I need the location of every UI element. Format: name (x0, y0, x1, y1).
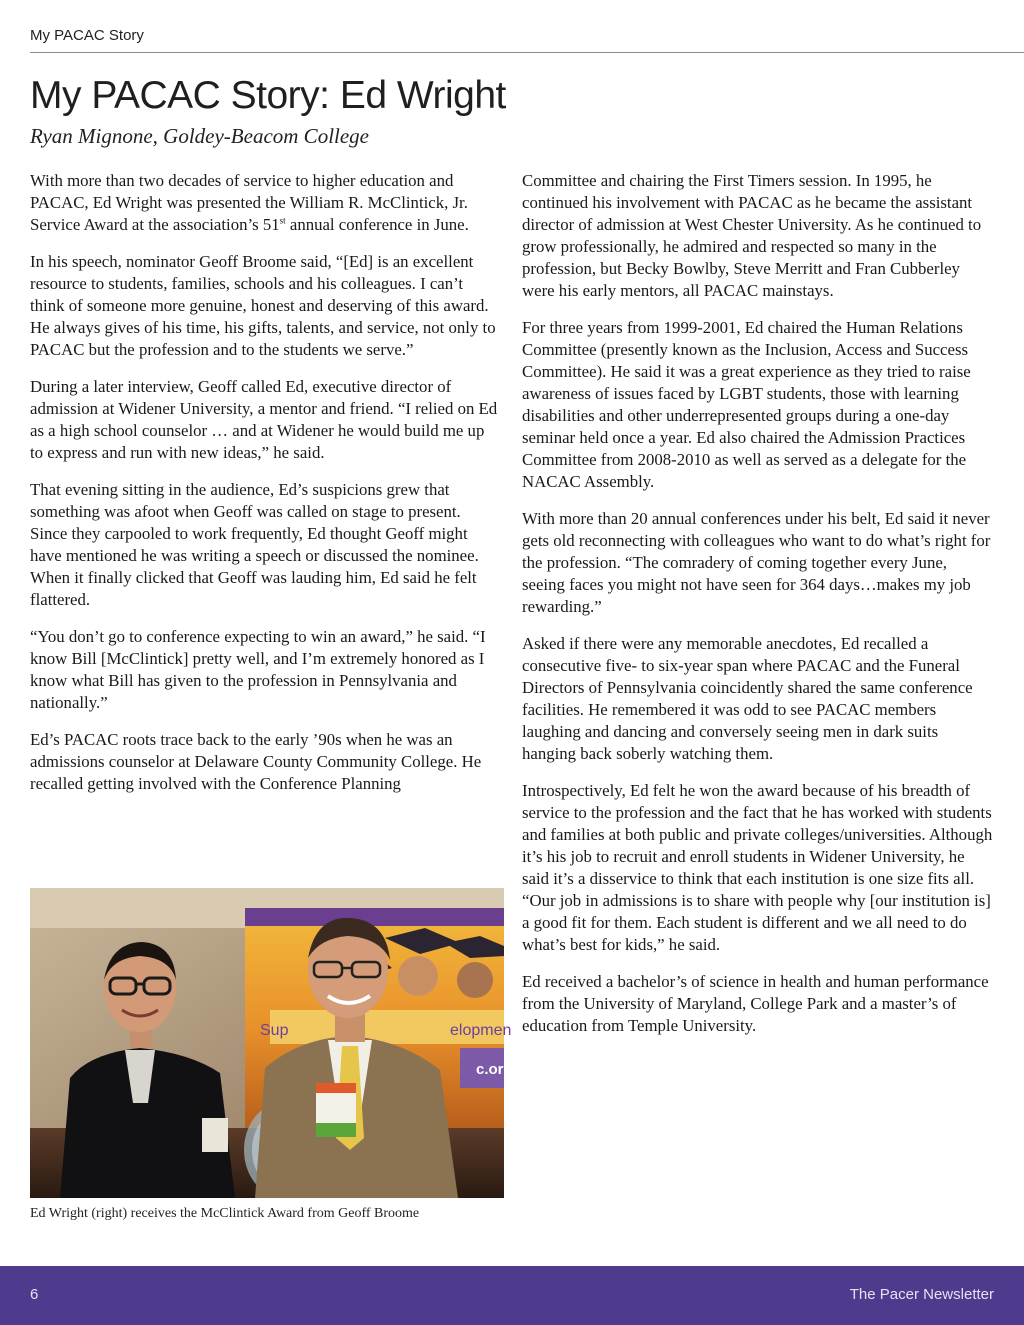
award-photo (30, 888, 512, 1198)
left-column (30, 170, 500, 810)
ordinal-suffix: st (279, 215, 286, 226)
running-header-title: My PACAC Story (30, 27, 144, 44)
photo-caption: Ed Wright (right) receives the McClintick Award from Geoff Broome (30, 1206, 420, 1221)
paragraph: In his speech, nominator Geoff Broome said, “[Ed] is an excellent resource to students, families, schools and his colleagues. I can’t think of someone more genuine, honest and deserving of this award. He always gives of his time, his gifts, talents, and service, not only to PACAC but the profession and to the students we serve.” (30, 252, 496, 359)
banner-text-right: elopmen (450, 1022, 512, 1039)
paragraph: During a later interview, Geoff called Ed, executive director of admission at Widener University, a mentor and friend. “I relied on Ed as a high school counselor … and at Widener he would build me up to express and run with new ideas,” he said. (30, 377, 498, 462)
banner-text-left: Sup (260, 1022, 289, 1039)
article-byline: Ryan Mignone, Goldey-Beacom College (30, 124, 370, 148)
article-title: My PACAC Story: Ed Wright (30, 74, 506, 117)
header-divider (30, 52, 1024, 53)
publication-name: The Pacer Newsletter (849, 1286, 994, 1303)
right-column (522, 170, 994, 1052)
paragraph: With more than 20 annual conferences under his belt, Ed said it never gets old reconnecting with colleagues who want to do what’s right for the profession. “The comradery of coming together every June, seeing faces you might not have seen for 364 days…makes my job rewarding.” (522, 509, 991, 616)
banner-text-lower: c.or (476, 1061, 504, 1078)
paragraph: That evening sitting in the audience, Ed’s suspicions grew that something was afoot when Geoff was called on stage to present. Since they carpooled to work frequently, Ed thought Geoff might have mentioned he was writing a speech or discussed the nominee. When it finally clicked that Geoff was lauding him, Ed said he felt flattered. (30, 480, 479, 609)
page-number: 6 (30, 1286, 39, 1303)
paragraph: Asked if there were any memorable anecdotes, Ed recalled a consecutive five- to six-year span where PACAC and the Funeral Directors of Pennsylvania coincidently shared the same conference facilities. He remembered it was odd to see PACAC members laughing and dancing and conversely seeing men in dark suits hanging back soberly watching them. (522, 634, 973, 763)
paragraph: With more than two decades of service to higher education and PACAC, Ed Wright was presented the William R. McClintick, Jr. Service Award at the association’s 51st annual conference in June. (30, 171, 469, 234)
paragraph: Introspectively, Ed felt he won the award because of his breadth of service to the profession and the fact that he has worked with students and families at both public and private colleges/universities. Although it’s his job to recruit and enroll students in Widener University, he said it’s a disservice to think that each institution is one size fits all. “Our job in admissions is to share with people why [our institution is] a good fit for them. Each student is different and we all need to do what’s best for kids,” he said. (522, 781, 993, 954)
paragraph: “You don’t go to conference expecting to win an award,” he said. “I know Bill [McClintick] pretty well, and I’m extremely honored as I know what Bill has given to the profession in Pennsylvania and nationally.” (30, 627, 486, 712)
page-footer (0, 1266, 1024, 1325)
paragraph: Committee and chairing the First Timers session. In 1995, he continued his involvement with PACAC as he became the assistant director of admission at West Chester University. As he continued to grow professionally, he admired and respected so many in the profession, but Becky Bowlby, Steve Merritt and Fran Cubberley were his early mentors, all PACAC mainstays. (522, 171, 982, 300)
paragraph: Ed’s PACAC roots trace back to the early ’90s when he was an admissions counselor at Delaware County Community College. He recalled getting involved with the Conference Planning (30, 730, 482, 793)
paragraph: Ed received a bachelor’s of science in health and human performance from the University of Maryland, College Park and a master’s of education from Temple University. (522, 972, 989, 1035)
paragraph: For three years from 1999-2001, Ed chaired the Human Relations Committee (presently known as the Inclusion, Access and Success Committee). He said it was a great experience as they tried to raise awareness of issues faced by LGBT students, those with learning disabilities and other underrepresented groups during a one-day seminar held once a year. Ed also chaired the Admission Practices Committee from 2008-2010 as well as served as a delegate for the NACAC Assembly. (522, 318, 971, 491)
award-photo-illustration (30, 888, 512, 1198)
